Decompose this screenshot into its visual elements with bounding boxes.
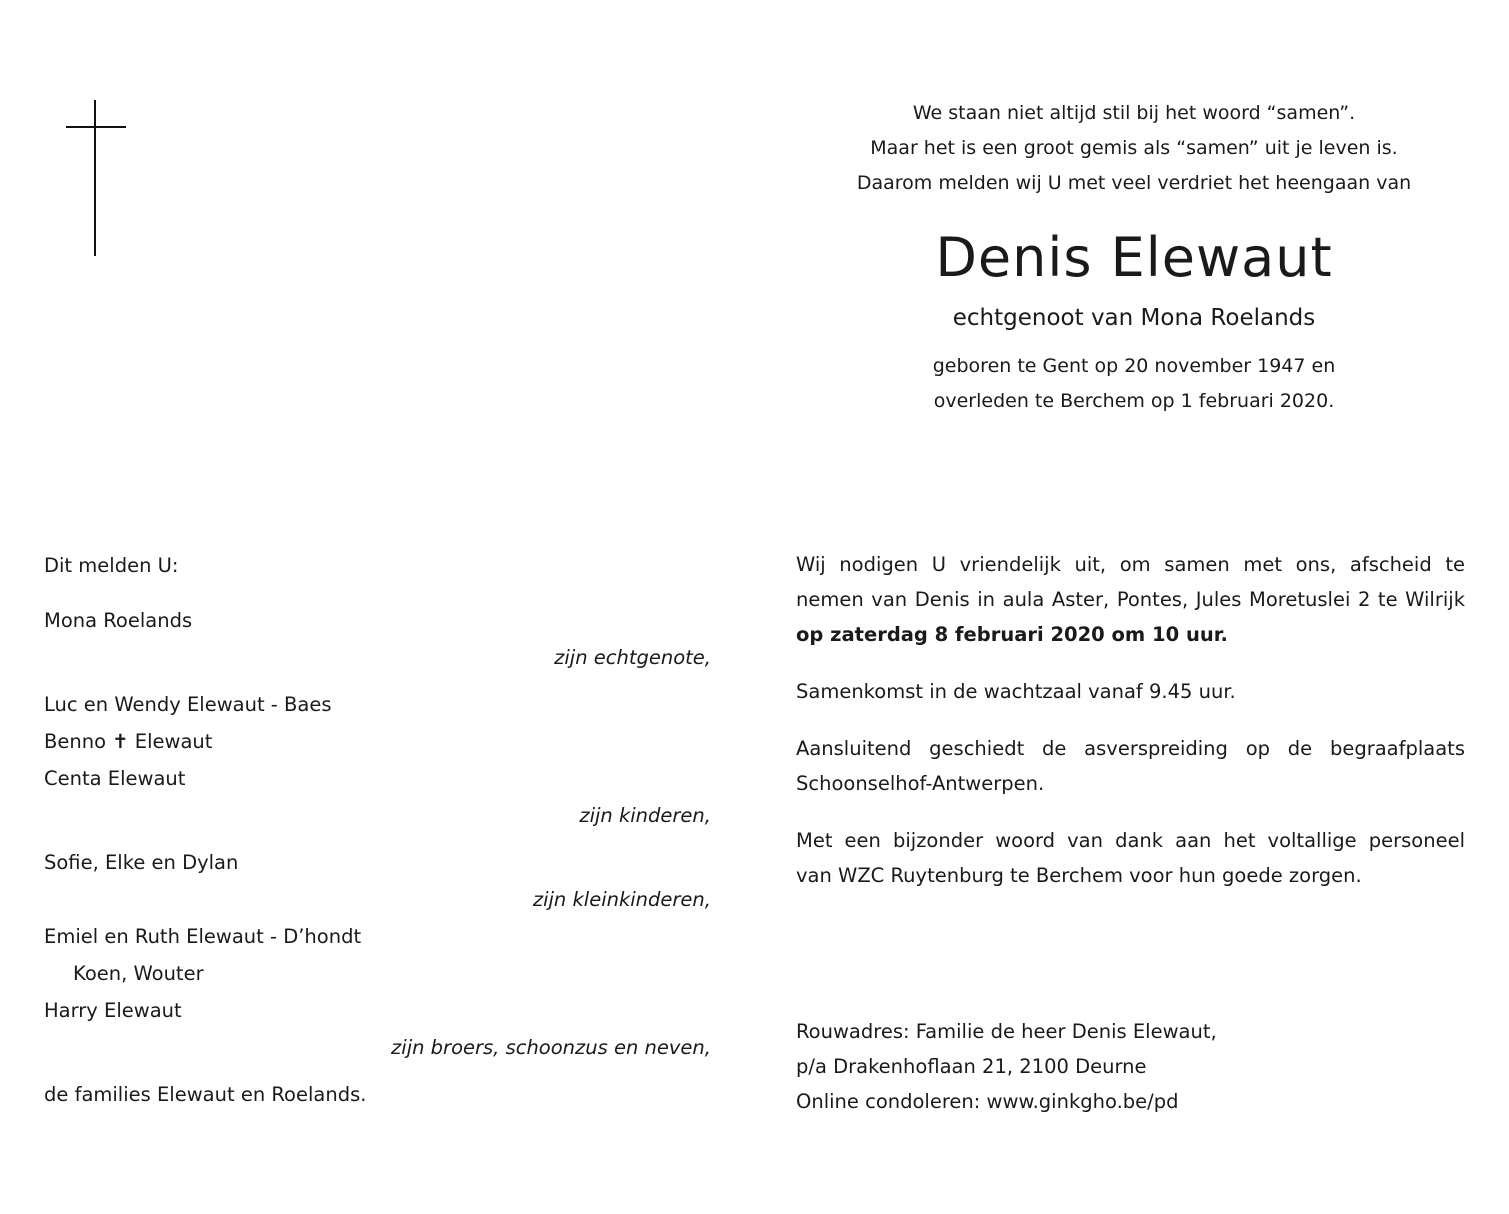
address-line-2: p/a Drakenhoflaan 21, 2100 Deurne — [796, 1055, 1147, 1078]
deceased-dates — [784, 349, 1484, 419]
spouse-name: Mona Roelands — [44, 609, 193, 632]
invite-line-2: nemen van Denis in aula Aster, Pontes, Jules Moretuslei 2 te Wilrijk — [796, 588, 1465, 611]
family-heading: Dit melden U: — [44, 554, 179, 577]
cross-vertical-bar — [94, 100, 96, 256]
gathering-line: Samenkomst in de wachtzaal vanaf 9.45 uur. — [796, 680, 1236, 703]
grandchildren-relation: zijn kleinkinderen, — [532, 888, 711, 911]
sibling-1-children: Koen, Wouter — [73, 962, 204, 985]
grandchildren: Sofie, Elke en Dylan — [44, 851, 239, 874]
spouse-relation: zijn echtgenote, — [554, 646, 711, 669]
ceremony-info — [796, 547, 1465, 893]
intro-line-3: Daarom melden wij U met veel verdriet het heengaan van — [856, 172, 1412, 194]
invite-line-1: Wij nodigen U vriendelijk uit, om samen met ons, afscheid te — [796, 553, 1465, 576]
thanks-line-1: Met een bijzonder woord van dank aan het voltallige personeel — [796, 829, 1465, 852]
thanks-line-2: van WZC Ruytenburg te Berchem voor hun goede zorgen. — [796, 864, 1362, 887]
deceased-cross-icon: ✝ — [112, 730, 129, 753]
contact-info — [796, 1014, 1465, 1119]
cross-horizontal-bar — [66, 126, 126, 128]
invite-date: op zaterdag 8 februari 2020 om 10 uur. — [796, 623, 1228, 646]
deceased-spouse-line: echtgenoot van Mona Roelands — [952, 305, 1316, 331]
sibling-2: Harry Elewaut — [44, 999, 182, 1022]
announcement-header — [784, 96, 1484, 419]
deceased-name: Denis Elewaut — [935, 226, 1333, 289]
intro-line-2: Maar het is een groot gemis als “samen” uit je leven is. — [870, 137, 1398, 159]
child-1: Luc en Wendy Elewaut - Baes — [44, 693, 332, 716]
families-line: de families Elewaut en Roelands. — [44, 1083, 367, 1106]
condolences-link[interactable]: Online condoleren: www.ginkgho.be/pd — [796, 1090, 1179, 1113]
sibling-1: Emiel en Ruth Elewaut - D’hondt — [44, 925, 362, 948]
address-line-1: Rouwadres: Familie de heer Denis Elewaut, — [796, 1020, 1217, 1043]
born-line: geboren te Gent op 20 november 1947 en — [932, 355, 1336, 377]
scattering-line-2: Schoonselhof-Antwerpen. — [796, 772, 1045, 795]
child-2 — [44, 723, 711, 760]
cross-icon — [66, 100, 126, 256]
intro-line-1: We staan niet altijd stil bij het woord “samen”. — [912, 102, 1356, 124]
siblings-relation: zijn broers, schoonzus en neven, — [391, 1036, 711, 1059]
child-3: Centa Elewaut — [44, 767, 186, 790]
child-2-first: Benno — [44, 730, 107, 753]
scattering-line-1: Aansluitend geschiedt de asverspreiding op de begraafplaats — [796, 737, 1465, 760]
family-list — [44, 547, 711, 1113]
child-2-last: Elewaut — [134, 730, 213, 753]
died-line: overleden te Berchem op 1 februari 2020. — [933, 390, 1335, 412]
children-relation: zijn kinderen, — [579, 804, 711, 827]
